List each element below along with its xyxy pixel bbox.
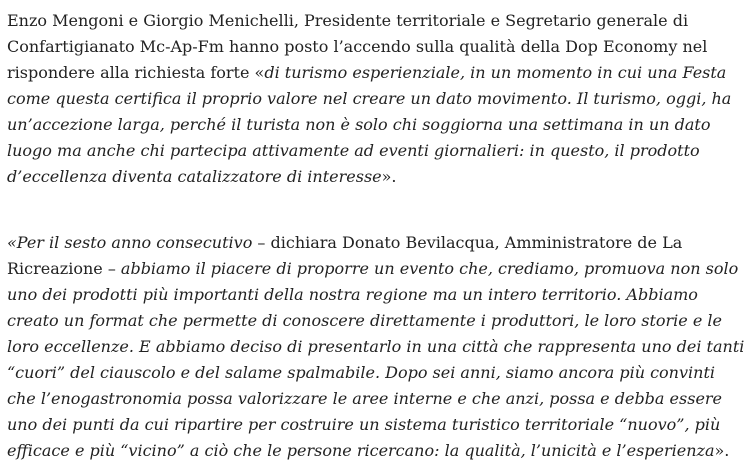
paragraph-confartigianato bbox=[7, 8, 732, 190]
italic-text-run: «Per il sesto anno consecutivo bbox=[7, 233, 253, 252]
italic-text-run: creato un format che permette di conoscere direttamente i produttori, le loro storie e le bbox=[7, 311, 722, 330]
italic-text-run: come questa certifica il proprio valore nel creare un dato movimento. Il turismo, oggi, ha bbox=[7, 89, 732, 108]
text-run: Confartigianato Mc-Ap-Fm hanno posto l’accendo sulla qualità della Dop Economy nel bbox=[7, 37, 708, 56]
italic-text-run: luogo ma anche chi partecipa attivamente ad eventi giornalieri: in questo, il prodotto bbox=[7, 141, 700, 160]
text-line bbox=[7, 438, 730, 464]
text-line bbox=[7, 8, 697, 34]
text-run: ». bbox=[714, 441, 730, 460]
text-line bbox=[7, 308, 722, 334]
text-line bbox=[7, 230, 697, 256]
text-run: – dichiara Donato Bevilacqua, Amministratore de La bbox=[252, 233, 683, 252]
text-line bbox=[7, 164, 697, 190]
italic-text-run: efficace e più “vicino” a ciò che le persone ricercano: la qualità, l’unicità e l’esperienza bbox=[7, 441, 715, 460]
text-run: Enzo Mengoni e Giorgio Menichelli, Presidente territoriale e Segretario generale di bbox=[7, 11, 689, 30]
text-line bbox=[7, 86, 732, 112]
paragraph-bevilacqua-quote bbox=[7, 230, 744, 464]
text-line bbox=[7, 386, 723, 412]
italic-text-run: abbiamo il piacere di proporre un evento che, crediamo, promuova non solo bbox=[120, 259, 739, 278]
text-line bbox=[7, 34, 708, 60]
italic-text-run: che l’enogastronomia possa valorizzare le aree interne e che anzi, possa e debba essere bbox=[7, 389, 723, 408]
text-line bbox=[7, 256, 739, 282]
italic-text-run: uno dei punti da cui ripartire per costruire un sistema turistico territoriale “nuovo”, più bbox=[7, 415, 721, 434]
text-line bbox=[7, 360, 715, 386]
text-run: ». bbox=[381, 167, 397, 186]
italic-text-run: un’accezione larga, perché il turista non è solo chi soggiorna una settimana in un dato bbox=[7, 115, 711, 134]
text-line bbox=[7, 138, 700, 164]
text-line bbox=[7, 60, 727, 86]
text-line bbox=[7, 412, 721, 438]
italic-text-run: uno dei prodotti più importanti della nostra regione ma un intero territorio. Abbiamo bbox=[7, 285, 698, 304]
italic-text-run: d’eccellenza diventa catalizzatore di interesse bbox=[7, 167, 382, 186]
italic-text-run: “cuori” del ciauscolo e del salame spalmabile. Dopo sei anni, siamo ancora più convinti bbox=[7, 363, 715, 382]
italic-text-run: di turismo esperienziale, in un momento in cui una Festa bbox=[264, 63, 727, 82]
text-line bbox=[7, 282, 697, 308]
text-line bbox=[7, 112, 711, 138]
text-line bbox=[7, 334, 744, 360]
text-run: Ricreazione – bbox=[7, 259, 121, 278]
italic-text-run: loro eccellenze. E abbiamo deciso di presentarlo in una città che rappresenta uno dei tanti bbox=[7, 337, 744, 356]
text-run: rispondere alla richiesta forte « bbox=[7, 63, 265, 82]
